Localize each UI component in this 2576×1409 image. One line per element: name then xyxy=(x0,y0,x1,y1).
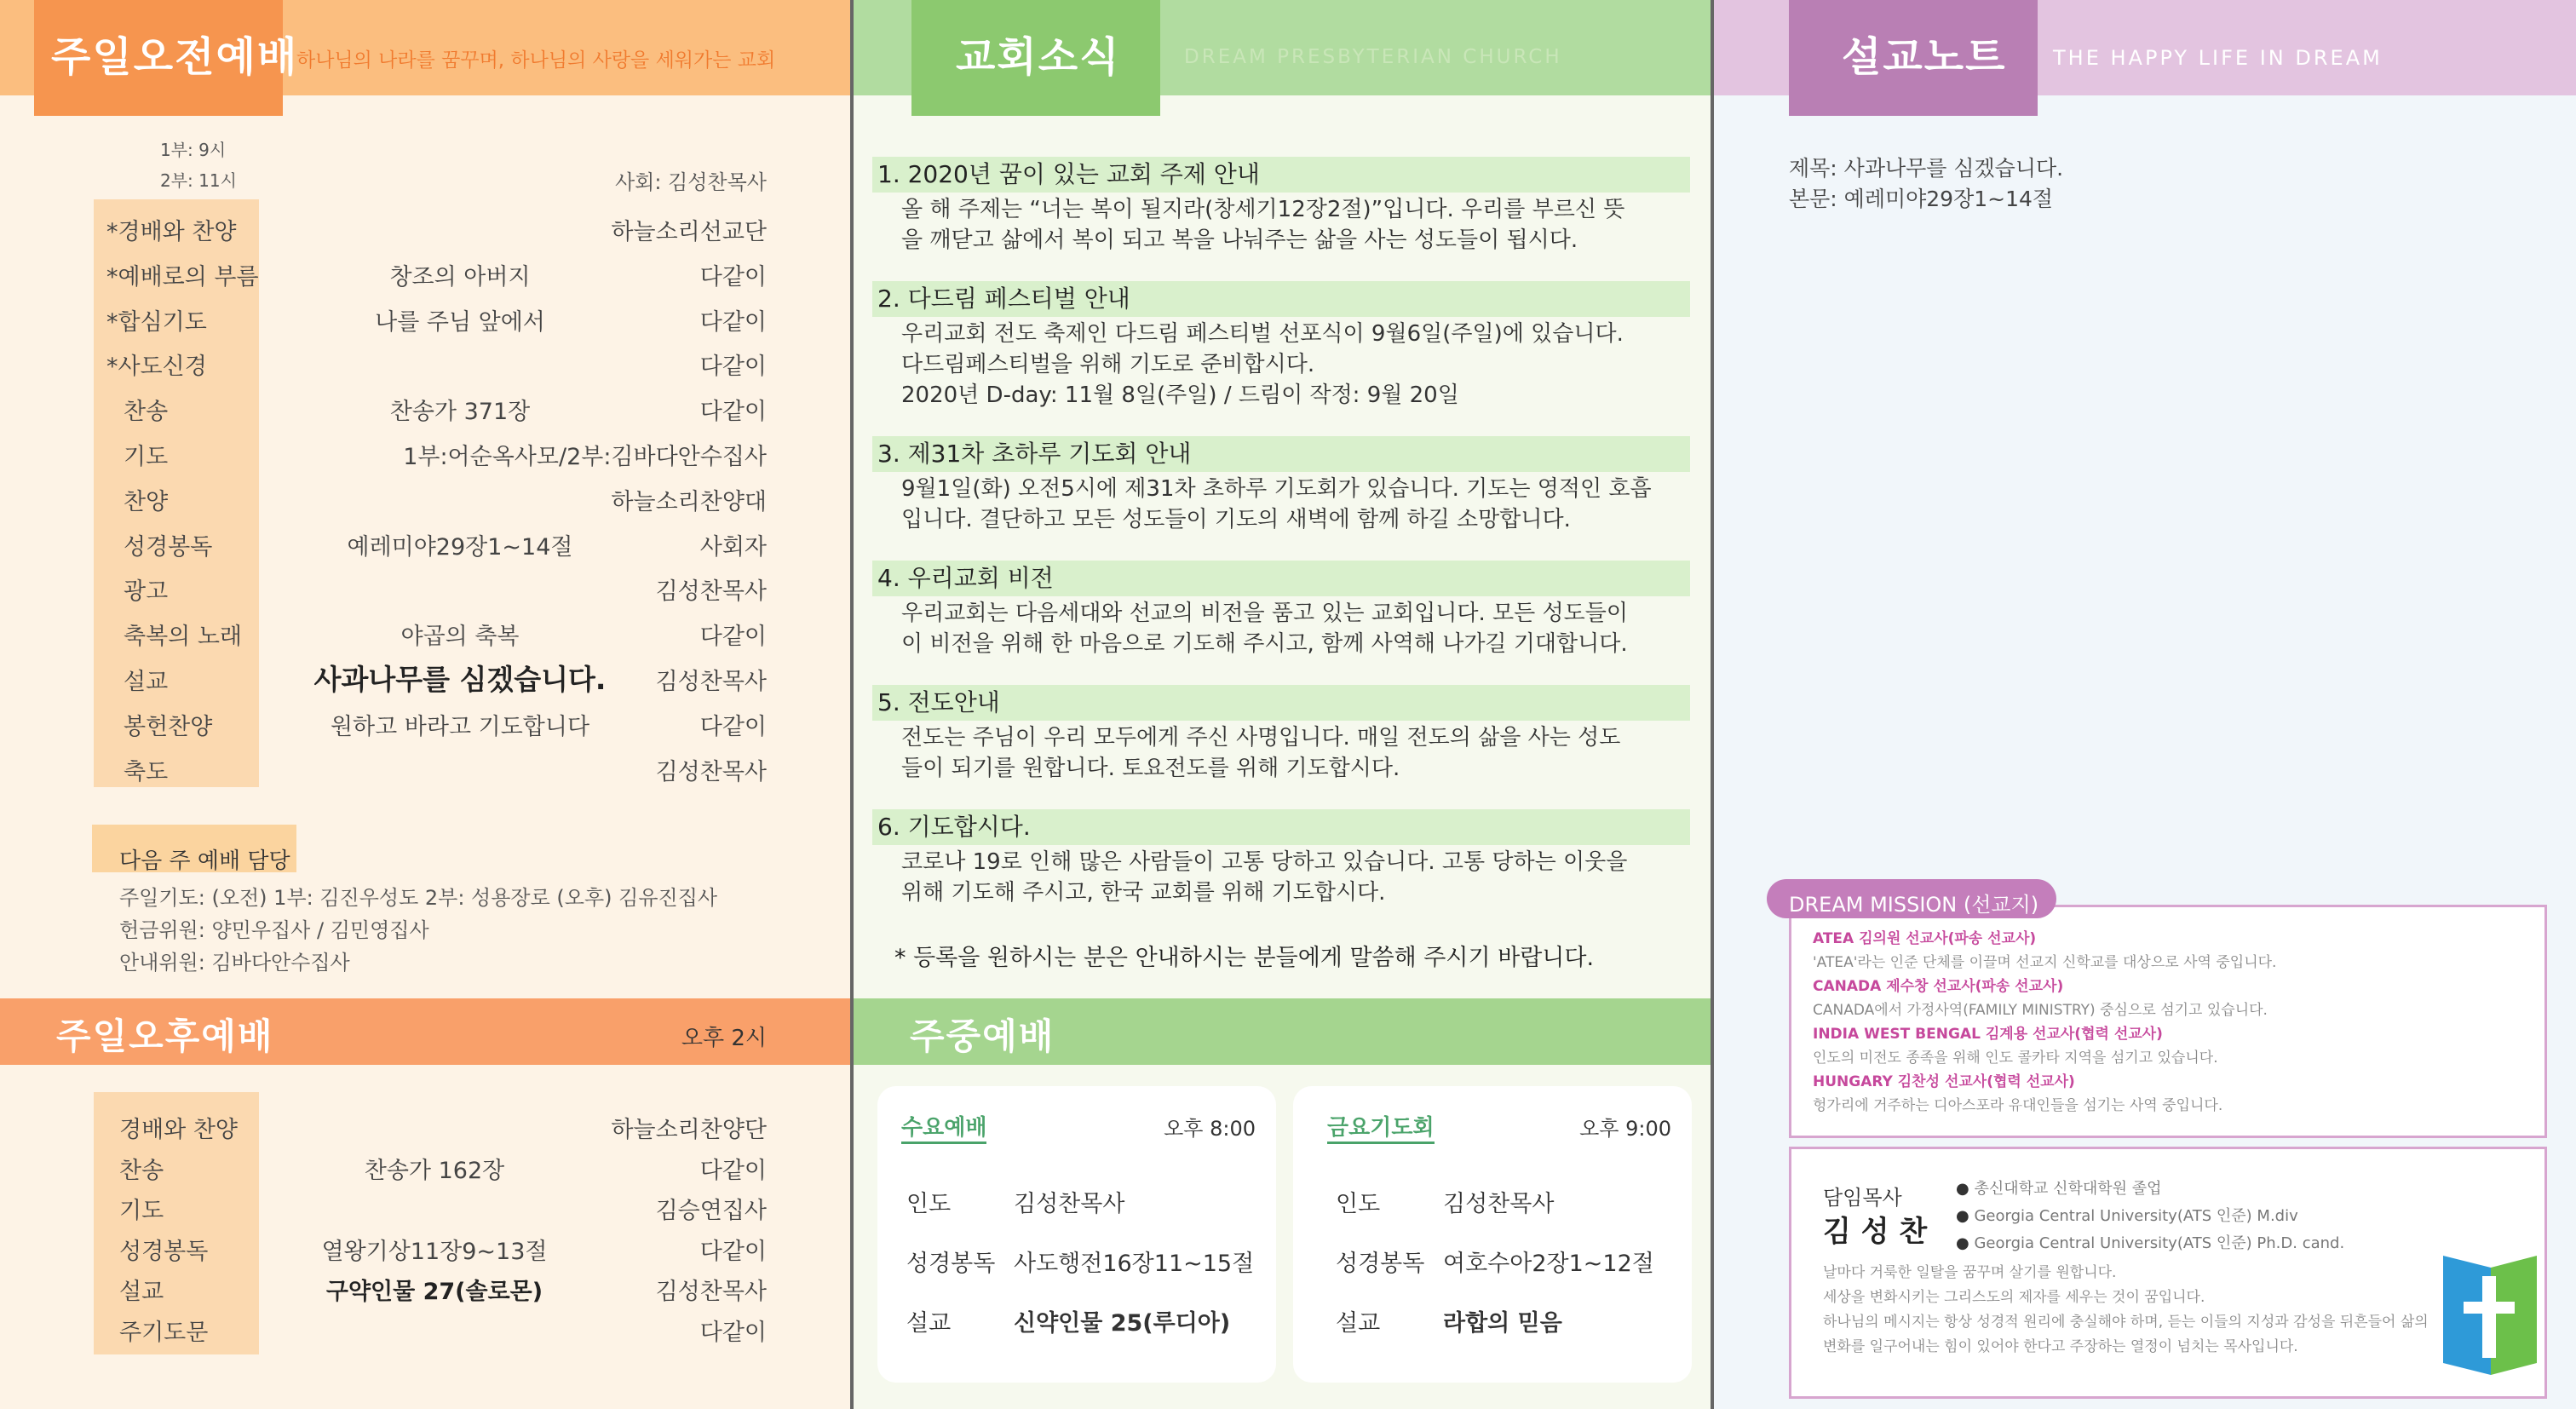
registration-note: * 등록을 원하시는 분은 안내하시는 분들에게 말씀해 주시기 바랍니다. xyxy=(894,945,1595,971)
morning-order-row xyxy=(0,296,852,341)
news-item xyxy=(872,685,1690,784)
afternoon-order-row xyxy=(0,1145,852,1189)
morning-title: 주일오전예배 xyxy=(51,33,299,81)
order-item: 찬송 xyxy=(124,399,169,426)
order-leader: 다같이 xyxy=(699,1157,767,1184)
morning-order-row xyxy=(0,341,852,385)
news-item-title: 3. 제31차 초하루 기도회 안내 xyxy=(872,436,1690,472)
wednesday-row-1-value: 김성찬목사 xyxy=(1014,1191,1125,1217)
order-item: 봉헌찬양 xyxy=(124,713,213,740)
news-item xyxy=(872,809,1690,908)
church-cross-logo xyxy=(2438,1251,2540,1378)
morning-order-row xyxy=(0,476,852,520)
news-title: 교회소식 xyxy=(956,33,1121,81)
next-week-line-2: 헌금위원: 양민우집사 / 김민영집사 xyxy=(119,918,429,942)
morning-time-1: 1부: 9시 xyxy=(160,140,227,160)
pastor-bio-line: 세상을 변화시키는 그리스도의 제자를 세우는 것이 꿈입니다. xyxy=(1823,1289,2205,1306)
order-leader: 하늘소리찬양단 xyxy=(611,1117,767,1143)
order-content: 원하고 바라고 기도합니다 xyxy=(330,713,590,740)
order-content: 구약인물 27(솔로몬) xyxy=(325,1279,543,1305)
news-item-body xyxy=(872,598,1690,659)
order-leader: 하늘소리선교단 xyxy=(611,219,767,245)
cross-logo-icon xyxy=(2438,1251,2540,1378)
pastor-bio-line: 하나님의 메시지는 항상 성경적 원리에 충실해야 하며, 듣는 이들의 지성과 감성을 뒤흔들어 삶의 xyxy=(1823,1314,2429,1331)
friday-row-2-label: 성경봉독 xyxy=(1336,1251,1425,1277)
morning-order-row xyxy=(0,701,852,745)
morning-order-row xyxy=(0,656,852,700)
order-content: 예레미야29장1~14절 xyxy=(347,533,573,561)
afternoon-order-row xyxy=(0,1226,852,1270)
morning-order-row xyxy=(0,386,852,430)
news-item-line: 들이 되기를 원합니다. 토요전도를 위해 기도합시다. xyxy=(901,756,1400,781)
friday-row-3-label: 설교 xyxy=(1336,1310,1381,1337)
pastor-bio-line: 변화를 일구어내는 힘이 있어야 한다고 주장하는 열정이 넘치는 목사입니다. xyxy=(1823,1338,2298,1355)
news-item-line: 입니다. 결단하고 모든 성도들이 기도의 새벽에 함께 하길 소망합니다. xyxy=(901,507,1571,532)
afternoon-time: 오후 2시 xyxy=(681,1026,767,1051)
mission-item xyxy=(1813,1070,2528,1118)
order-leader: 김성찬목사 xyxy=(655,669,767,695)
afternoon-order-row xyxy=(0,1266,852,1310)
order-content: 찬송가 371장 xyxy=(389,399,531,426)
order-leader: 김성찬목사 xyxy=(655,578,767,606)
order-leader: 다같이 xyxy=(699,263,767,290)
sermon-title: 설교노트 xyxy=(1842,33,2007,81)
order-item: 주기도문 xyxy=(119,1319,209,1346)
friday-row-1-label: 인도 xyxy=(1336,1191,1381,1217)
news-item-line: 9월1일(화) 오전5시에 제31차 초하루 기도회가 있습니다. 기도는 영적인 호흡 xyxy=(901,476,1652,502)
friday-row-3-value: 라합의 믿음 xyxy=(1443,1310,1562,1337)
order-leader: 1부:어순옥사모/2부:김바다안수집사 xyxy=(403,444,767,470)
news-item-line: 코로나 19로 인해 많은 사람들이 고통 당하고 있습니다. 고통 당하는 이웃을 xyxy=(901,849,1628,875)
morning-order-row xyxy=(0,251,852,296)
news-subtitle: DREAM PRESBYTERIAN CHURCH xyxy=(1184,46,1562,68)
order-content: 사과나무를 심겠습니다. xyxy=(313,663,607,696)
wednesday-time: 오후 8:00 xyxy=(1164,1117,1256,1141)
friday-row-1-value: 김성찬목사 xyxy=(1443,1191,1555,1217)
news-item-line: 2020년 D-day: 11월 8일(주일) / 드림이 작정: 9월 20일 xyxy=(901,382,1459,408)
news-item-title: 5. 전도안내 xyxy=(872,685,1690,721)
news-item-line: 우리교회는 다음세대와 선교의 비전을 품고 있는 교회입니다. 모든 성도들이 xyxy=(901,601,1628,626)
order-leader: 김성찬목사 xyxy=(655,1279,767,1305)
next-week-title: 다음 주 예배 담당 xyxy=(119,848,290,874)
mission-item-desc: 인도의 미전도 종족을 위해 인도 콜카타 지역을 섬기고 있습니다. xyxy=(1813,1050,2218,1067)
news-item-body xyxy=(872,319,1690,411)
mission-item-name: HUNGARY 김찬성 선교사(협력 선교사) xyxy=(1813,1073,2075,1090)
credential-item: ● Georgia Central University(ATS 인준) Ph.D. cand. xyxy=(1956,1234,2345,1252)
order-content: 열왕기상11장9~13절 xyxy=(321,1238,548,1265)
news-item xyxy=(872,281,1690,411)
order-item: *합심기도 xyxy=(106,308,207,336)
order-leader: 다같이 xyxy=(699,1319,767,1346)
morning-order-row xyxy=(0,431,852,475)
order-item: 광고 xyxy=(124,578,169,606)
order-item: 기도 xyxy=(119,1198,164,1224)
sermon-subtitle: THE HAPPY LIFE IN DREAM xyxy=(2053,46,2383,70)
wednesday-row-3-label: 설교 xyxy=(906,1310,952,1337)
mission-item xyxy=(1813,975,2528,1022)
afternoon-order-row xyxy=(0,1307,852,1351)
order-content: 나를 주님 앞에서 xyxy=(375,308,545,336)
news-item-title: 2. 다드림 페스티벌 안내 xyxy=(872,281,1690,317)
news-item xyxy=(872,561,1690,659)
order-item: 성경봉독 xyxy=(124,533,213,561)
credential-item: ● 총신대학교 신학대학원 졸업 xyxy=(1956,1180,2162,1198)
morning-order-row xyxy=(0,521,852,566)
friday-card xyxy=(1293,1086,1692,1383)
order-item: 축도 xyxy=(124,758,169,785)
mission-item-desc: 'ATEA'라는 인준 단체를 이끌며 선교지 신학교를 대상으로 사역 중입니다. xyxy=(1813,954,2277,971)
news-item xyxy=(872,157,1690,256)
news-item-body xyxy=(872,474,1690,535)
morning-slogan: 하나님의 나라를 꿈꾸며, 하나님의 사랑을 세워가는 교회 xyxy=(296,49,776,72)
order-leader: 사회자 xyxy=(699,533,767,561)
pastor-credentials xyxy=(1956,1176,2467,1257)
wednesday-row-2-value: 사도행전16장11~15절 xyxy=(1014,1251,1255,1277)
order-content: 창조의 아버지 xyxy=(389,263,531,290)
mission-item-desc: 헝가리에 거주하는 디아스포라 유대인들을 섬기는 사역 중입니다. xyxy=(1813,1097,2223,1114)
next-week-line-3: 안내위원: 김바다안수집사 xyxy=(119,951,350,975)
wednesday-name: 수요예배 xyxy=(901,1110,986,1144)
order-leader: 하늘소리찬양대 xyxy=(611,488,767,515)
mission-item-name: INDIA WEST BENGAL 김계용 선교사(협력 선교사) xyxy=(1813,1026,2163,1043)
order-item: 설교 xyxy=(124,669,169,695)
order-leader: 김승연집사 xyxy=(655,1198,767,1224)
credential-item: ● Georgia Central University(ATS 인준) M.div xyxy=(1956,1207,2298,1225)
order-item: *사도신경 xyxy=(106,354,207,381)
order-leader: 다같이 xyxy=(699,354,767,381)
order-item: *예배로의 부름 xyxy=(106,263,259,290)
pastor-bio-line: 날마다 거룩한 일탈을 꿈꾸며 살기를 원합니다. xyxy=(1823,1264,2117,1281)
mission-item-name: ATEA 김의원 선교사(파송 선교사) xyxy=(1813,930,2037,947)
mission-item-desc: CANADA에서 가정사역(FAMILY MINISTRY) 중심으로 섬기고 있습니다. xyxy=(1813,1002,2268,1019)
order-leader: 다같이 xyxy=(699,308,767,336)
news-item-line: 다드림페스티벌을 위해 기도로 준비합시다. xyxy=(901,352,1315,377)
news-item-title: 6. 기도합시다. xyxy=(872,809,1690,845)
news-item-line: 을 깨닫고 삶에서 복이 되고 복을 나눠주는 삶을 사는 성도들이 됩시다. xyxy=(901,227,1578,253)
order-leader: 다같이 xyxy=(699,624,767,651)
weekday-title: 주중예배 xyxy=(910,1015,1055,1057)
mission-item-name: CANADA 제수창 선교사(파송 선교사) xyxy=(1813,978,2064,995)
news-item-line: 우리교회 전도 축제인 다드림 페스티벌 선포식이 9월6일(주일)에 있습니다. xyxy=(901,321,1624,347)
news-panel xyxy=(854,0,1712,1409)
order-item: 찬양 xyxy=(124,488,169,515)
order-item: *경배와 찬양 xyxy=(106,219,237,245)
order-item: 축복의 노래 xyxy=(124,624,242,651)
order-leader: 다같이 xyxy=(699,713,767,740)
mission-item xyxy=(1813,1022,2528,1070)
wednesday-row-2-label: 성경봉독 xyxy=(906,1251,996,1277)
sermon-topic: 제목: 사과나무를 심겠습니다. xyxy=(1789,156,2064,181)
sermon-panel xyxy=(1714,0,2576,1409)
order-leader: 김성찬목사 xyxy=(655,758,767,785)
afternoon-order-row xyxy=(0,1104,852,1148)
morning-order-row xyxy=(0,206,852,250)
order-content: 야곱의 축복 xyxy=(400,624,520,651)
morning-panel xyxy=(0,0,852,1409)
order-item: 기도 xyxy=(124,444,169,470)
sermon-text: 본문: 예레미야29장1~14절 xyxy=(1789,187,2054,211)
news-item-title: 1. 2020년 꿈이 있는 교회 주제 안내 xyxy=(872,157,1690,193)
friday-time: 오후 9:00 xyxy=(1579,1117,1671,1141)
news-item xyxy=(872,436,1690,535)
mission-title: DREAM MISSION (선교지) xyxy=(1789,893,2039,917)
pastor-role: 담임목사 xyxy=(1823,1186,1902,1210)
wednesday-row-3-value: 신약인물 25(루디아) xyxy=(1014,1310,1231,1337)
wednesday-row-1-label: 인도 xyxy=(906,1191,952,1217)
afternoon-order-row xyxy=(0,1185,852,1229)
morning-order-row xyxy=(0,611,852,655)
news-item-title: 4. 우리교회 비전 xyxy=(872,561,1690,596)
news-item-body xyxy=(872,194,1690,256)
order-item: 설교 xyxy=(119,1279,164,1305)
news-item-line: 올 해 주제는 “너는 복이 될지라(창세기12장2절)”입니다. 우리를 부르신 뜻 xyxy=(901,197,1625,222)
news-item-line: 위해 기도해 주시고, 한국 교회를 위해 기도합시다. xyxy=(901,880,1386,906)
pastor-name: 김 성 찬 xyxy=(1823,1215,1928,1249)
morning-time-2: 2부: 11시 xyxy=(160,170,237,191)
order-item: 성경봉독 xyxy=(119,1238,209,1265)
mission-item xyxy=(1813,927,2528,975)
morning-presider: 사회: 김성찬목사 xyxy=(614,170,767,194)
order-content: 찬송가 162장 xyxy=(364,1157,505,1184)
friday-row-2-value: 여호수아2장1~12절 xyxy=(1443,1251,1654,1277)
friday-name: 금요기도회 xyxy=(1327,1110,1435,1144)
next-week-line-1: 주일기도: (오전) 1부: 김진우성도 2부: 성용장로 (오후) 김유진집사 xyxy=(119,886,718,910)
order-leader: 다같이 xyxy=(699,399,767,426)
pastor-bio xyxy=(1823,1261,2470,1360)
wednesday-card xyxy=(877,1086,1276,1383)
mission-list xyxy=(1813,927,2528,1118)
order-leader: 다같이 xyxy=(699,1238,767,1265)
morning-order-row xyxy=(0,566,852,610)
afternoon-title: 주일오후예배 xyxy=(56,1015,274,1057)
news-item-line: 이 비전을 위해 한 마음으로 기도해 주시고, 함께 사역해 나가길 기대합니다. xyxy=(901,631,1628,657)
news-item-body xyxy=(872,722,1690,784)
order-item: 경배와 찬양 xyxy=(119,1117,238,1143)
morning-order-row xyxy=(0,746,852,791)
news-item-body xyxy=(872,847,1690,908)
order-item: 찬송 xyxy=(119,1157,164,1184)
news-item-line: 전도는 주님이 우리 모두에게 주신 사명입니다. 매일 전도의 삶을 사는 성도 xyxy=(901,725,1621,751)
